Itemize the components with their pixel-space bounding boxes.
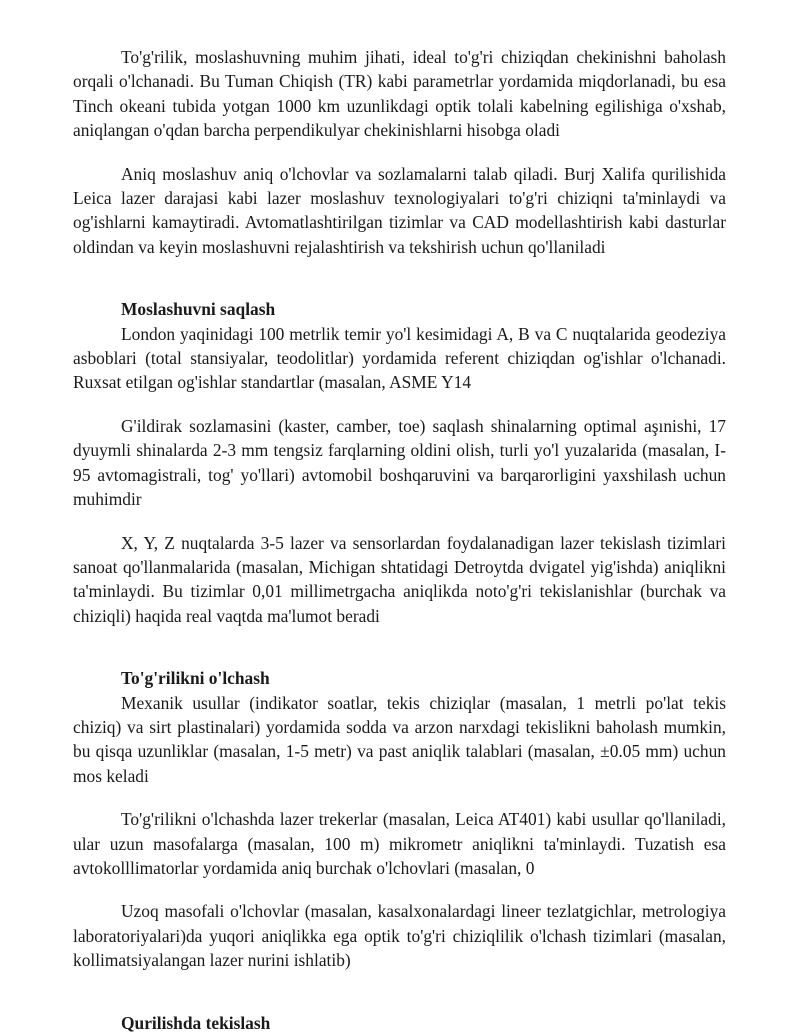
- paragraph-precise-alignment: Aniq moslashuv aniq o'lchovlar va sozlamalarni talab qiladi. Burj Xalifa qurilishida Leica lazer darajasi kabi lazer moslashuv texnologiyalari to'g'ri chiziqni ta'minlaydi va og'ishlarni kamaytiradi. Avtomatlashtirilgan tizimlar va CAD modellashtirish kabi dasturlar oldindan va keyin moslashuvni rejalashtirish va tekshirish uchun qo'llaniladi: [73, 163, 726, 257]
- paragraph-straightness-intro: To'g'rilik, moslashuvning muhim jihati, ideal to'g'ri chiziqdan chekinishni baholash orqali o'lchanadi. Bu Tuman Chiqish (TR) kabi parametrlar yordamida miqdorlanadi, bu esa Tinch okeani tubida yotgan 1000 km uzunlikdagi optik tolali kabelning egilishiga o'xshab, aniqlangan o'qdan barcha perpendikulyar chekinishlarni hisobga oladi: [73, 47, 726, 141]
- paragraph-mechanical-methods: Mexanik usullar (indikator soatlar, tekis chiziqlar (masalan, 1 metrli po'lat tekis chiziq) va sirt plastinalari) yordamida sodda va arzon narxdagi tekislikni baholash mumkin, bu qisqa uzunliklar (masalan, 1-5 metr) va past aniqlik talablari (masalan, ±0.05 mm) uchun mos keladi: [73, 692, 726, 786]
- paragraph-wheel-alignment: G'ildirak sozlamasini (kaster, camber, toe) saqlash shinalarning optimal aşınishi, 17 dyuymli shinalarda 2-3 mm tengsiz farqlarning oldini olish, turli yo'l yuzalarida (masalan, I-95 avtomagistrali, tog' yo'llari) avtomobil boshqaruvini va barqarorligini yaxshilash uchun muhimdir: [73, 415, 726, 510]
- paragraph-laser-trackers: To'g'rilikni o'lchashda lazer trekerlar (masalan, Leica AT401) kabi usullar qo'llaniladi, ular uzun masofalarga (masalan, 100 m) mikrometr aniqlikni ta'minlaydi. Tuzatish esa avtokolllimatorlar yordamida aniq burchak o'lchovlari (masalan, 0: [73, 809, 726, 878]
- paragraph-laser-leveling: X, Y, Z nuqtalarda 3-5 lazer va sensorlardan foydalanadigan lazer tekislash tizimlari sanoat qo'llanmalarida (masalan, Michigan shtatidagi Detroytda dvigatel yig'ishda) aniqlikni ta'minlaydi. Bu tizimlar 0,01 millimetrgacha aniqlikda noto'g'ri tekislanishlar (burchak va chiziqli) haqida real vaqtda ma'lumot beradi: [73, 532, 726, 626]
- paragraph-railway-survey: London yaqinidagi 100 metrlik temir yo'l kesimidagi A, B va C nuqtalarida geodeziya asboblari (total stansiyalar, teodolitlar) yordamida referent chiziqdan og'ishlar o'lchanadi. Ruxsat etilgan og'ishlar standartlar (masalan, ASME Y14: [73, 323, 726, 393]
- heading-construction-leveling: Qurilishda tekislash: [121, 1012, 271, 1033]
- paragraph-optical-systems: Uzoq masofali o'lchovlar (masalan, kasalxonalardagi lineer tezlatgichlar, metrologiya laboratoriyalari)da yuqori aniqlikka ega optik to'g'ri chiziqlilik o'lchash tizimlari (masalan, kollimatsiyalangan lazer nurini ishlatib): [73, 901, 726, 971]
- document-page: [73, 45, 726, 1035]
- heading-measuring-straightness: To'g'rilikni o'lchash: [121, 668, 270, 689]
- heading-maintaining-alignment: Moslashuvni saqlash: [121, 299, 276, 320]
